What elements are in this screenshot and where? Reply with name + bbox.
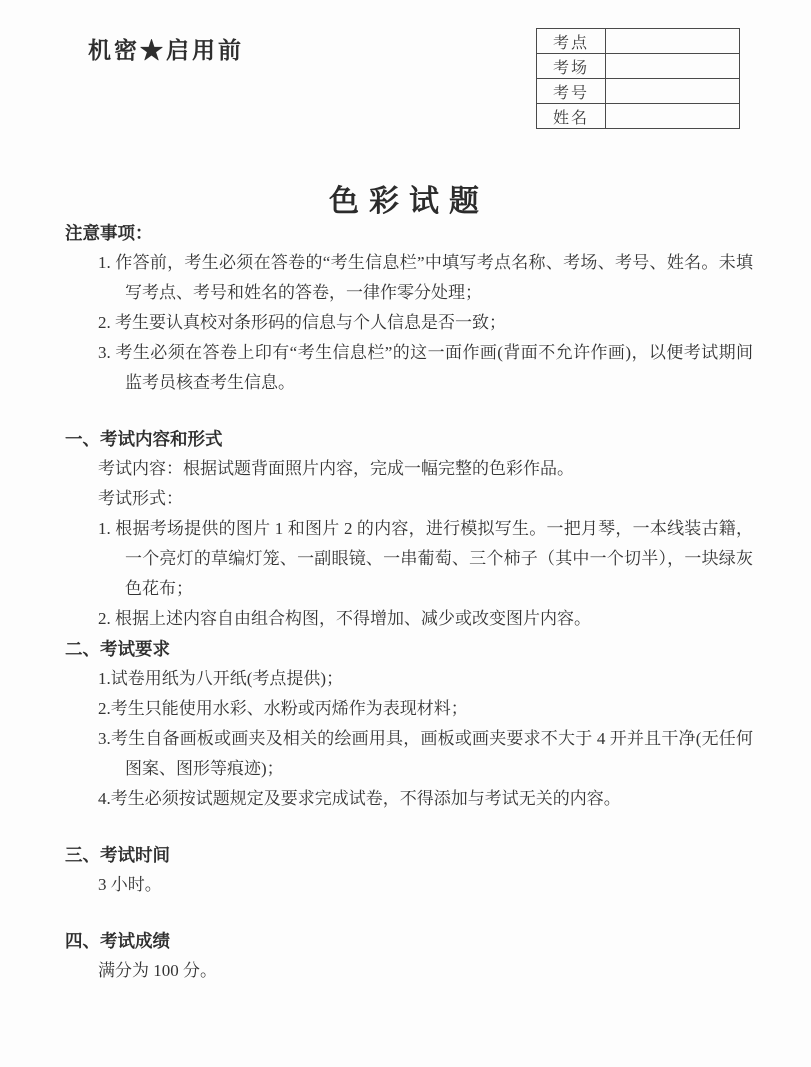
requirement-item-1: 1.试卷用纸为八开纸(考点提供)； — [98, 669, 344, 688]
exam-content-line: 考试内容：根据试题背面照片内容，完成一幅完整的色彩作品。 — [98, 459, 574, 478]
section-3-heading: 三、考试时间 — [65, 845, 170, 865]
exam-number-value-cell — [606, 79, 740, 104]
exam-room-value-cell — [606, 54, 740, 79]
requirement-item-4: 4.考生必须按试题规定及要求完成试卷，不得添加与考试无关的内容。 — [98, 789, 621, 808]
document-body — [65, 218, 753, 986]
exam-duration-text: 3 小时。 — [98, 875, 162, 894]
candidate-name-value-cell — [606, 104, 740, 129]
exam-form-item-1: 1. 根据考场提供的图片 1 和图片 2 的内容，进行模拟写生。一把月琴，一本线装古籍，一个亮灯的草编灯笼、一副眼镜、一串葡萄、三个柿子（其中一个切半），一块绿灰色花布； — [98, 519, 753, 598]
notice-item-1: 1. 作答前，考生必须在答卷的“考生信息栏”中填写考点名称、考场、考号、姓名。未填写考点、考号和姓名的答卷，一律作零分处理； — [98, 253, 753, 302]
notice-item-3: 3. 考生必须在答卷上印有“考生信息栏”的这一面作画(背面不允许作画)，以便考试期间监考员核查考生信息。 — [98, 343, 753, 392]
info-table-row — [537, 54, 740, 79]
info-table-row — [537, 29, 740, 54]
requirement-item-2: 2.考生只能使用水彩、水粉或丙烯作为表现材料； — [98, 699, 468, 718]
exam-score-text: 满分为 100 分。 — [98, 961, 217, 980]
exam-room-label: 考场 — [537, 54, 606, 79]
exam-form-item-2: 2. 根据上述内容自由组合构图，不得增加、减少或改变图片内容。 — [98, 609, 591, 628]
candidate-name-label: 姓名 — [537, 104, 606, 129]
exam-form-line: 考试形式： — [98, 489, 183, 508]
section-1-heading: 一、考试内容和形式 — [65, 429, 223, 449]
page-title: 色彩试题 — [329, 185, 489, 218]
requirement-item-3: 3.考生自备画板或画夹及相关的绘画用具，画板或画夹要求不大于 4 开并且干净(无任何图案、图形等痕迹)； — [98, 729, 753, 778]
candidate-info-table — [536, 28, 740, 129]
section-2-heading: 二、考试要求 — [65, 639, 170, 659]
info-table-row — [537, 104, 740, 129]
exam-number-label: 考号 — [537, 79, 606, 104]
section-4-heading: 四、考试成绩 — [65, 931, 170, 951]
confidential-label: 机密★启用前 — [88, 38, 244, 63]
info-table-row — [537, 79, 740, 104]
notice-item-2: 2. 考生要认真校对条形码的信息与个人信息是否一致； — [98, 313, 506, 332]
notice-heading: 注意事项： — [65, 223, 153, 243]
exam-site-label: 考点 — [537, 29, 606, 54]
exam-site-value-cell — [606, 29, 740, 54]
